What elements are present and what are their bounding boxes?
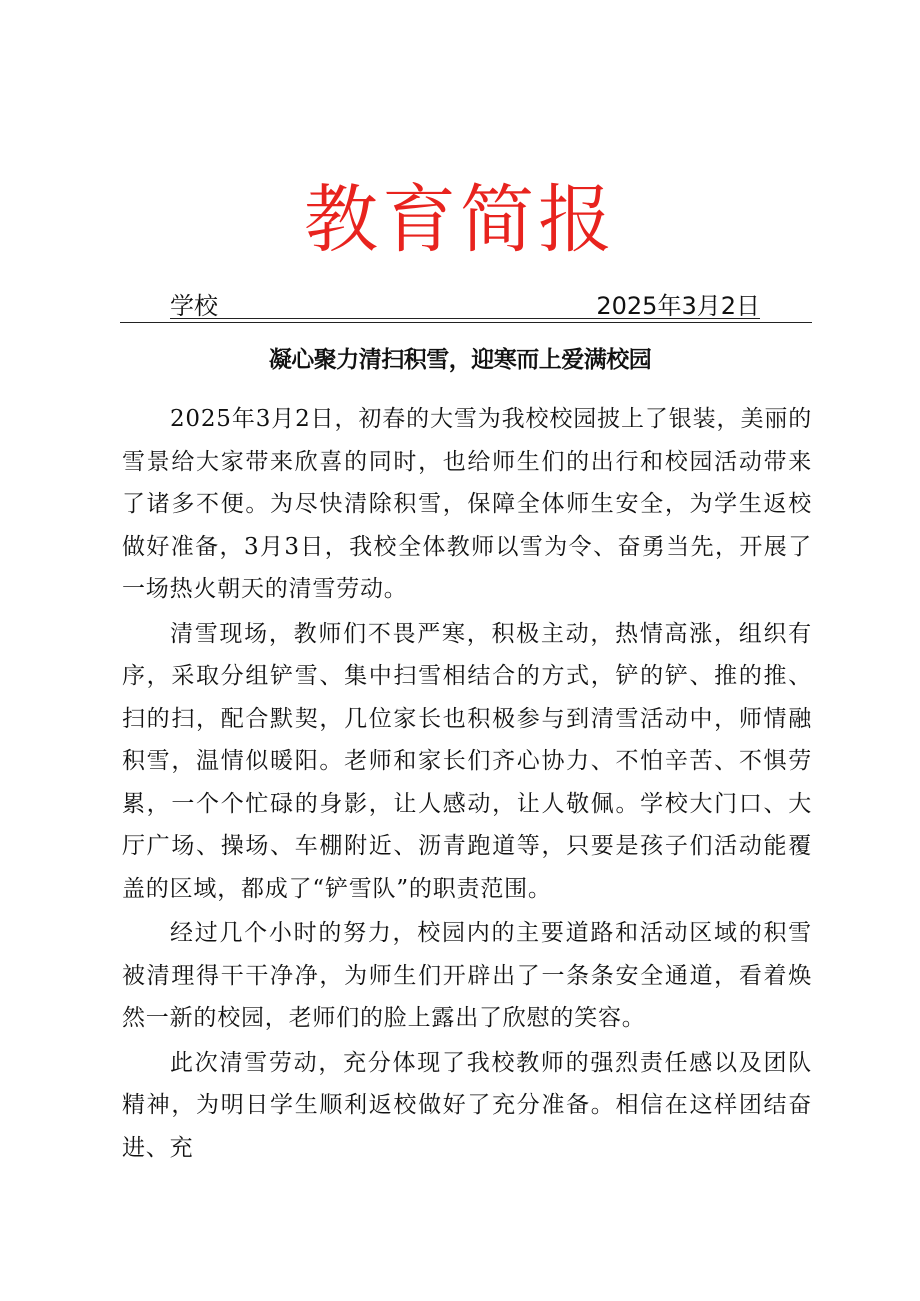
masthead-title: 教育简报 — [304, 177, 616, 263]
article-paragraph: 清雪现场，教师们不畏严寒，积极主动，热情高涨，组织有序，采取分组铲雪、集中扫雪相结合的方式，铲的铲、推的推、扫的扫，配合默契，几位家长也积极参与到清雪活动中，师情融积雪，温情似暖阳。老师和家长们齐心协力、不怕辛苦、不惧劳累，一个个忙碌的身影，让人感动，让人敬佩。学校大门口、大厅广场、操场、车棚附近、沥青跑道等，只要是孩子们活动能覆盖的区域，都成了“铲雪队”的职责范围。 — [122, 620, 812, 902]
meta-underline — [170, 318, 760, 319]
article-body — [122, 398, 812, 1171]
issue-date: 2025年3月2日 — [596, 292, 760, 320]
school-label: 学校 — [170, 292, 218, 320]
article-headline: 凝心聚力清扫积雪，迎寒而上爱满校园 — [268, 347, 652, 373]
article-paragraph: 此次清雪劳动，充分体现了我校教师的强烈责任感以及团队精神，为明日学生顺利返校做好了充分准备。相信在这样团结奋进、充 — [122, 1049, 812, 1161]
header-divider — [120, 322, 812, 323]
article-paragraph: 经过几个小时的努力，校园内的主要道路和活动区域的积雪被清理得干干净净，为师生们开辟出了一条条安全通道，看着焕然一新的校园，老师们的脸上露出了欣慰的笑容。 — [122, 920, 812, 1031]
article-paragraph: 2025年3月2日，初春的大雪为我校校园披上了银装，美丽的雪景给大家带来欣喜的同时，也给师生们的出行和校园活动带来了诸多不便。为尽快清除积雪，保障全体师生安全，为学生返校做好准备，3月3日，我校全体教师以雪为令、奋勇当先，开展了一场热火朝天的清雪劳动。 — [122, 406, 812, 602]
